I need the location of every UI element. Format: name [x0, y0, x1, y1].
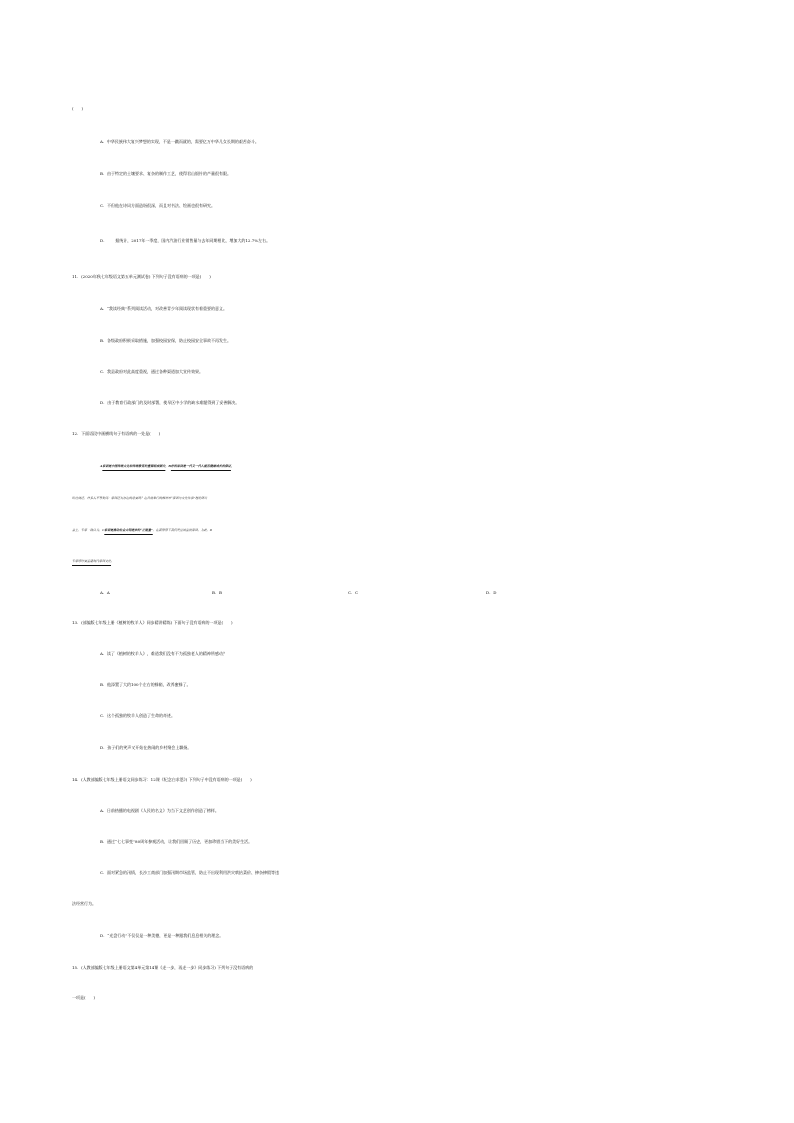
q10-option-a: A．中华民族伟大复兴梦想的实现，不是一蹴而就的，需要亿万中华儿女长期的艰苦奋斗。: [100, 139, 259, 144]
q10-option-d: D． 据统计，2017年一季度，国内汽油行业销售量与去年同期相比，增加大约12.7%左右。: [100, 238, 271, 243]
q12-passage-text: 会上，专家一致认为，C: [72, 528, 105, 532]
q12-passage-line-4: [72, 553, 730, 569]
q14-option-d: D．“光盘行动”不仅仅是一种美德，更是一种跟我们息息相关的理念。: [100, 933, 224, 938]
q12-passage-punct: 。: [111, 559, 115, 563]
q14-option-c: C．面对紧急的汛情，长沙工商部门加强汛期市场监管，防止不出现利用洪灾哄抬菜价、掺杂掺假等违: [100, 870, 280, 875]
q12-option-b: B．B: [212, 590, 222, 595]
q12-underline-b: 好的家训是一代又一代人能否健康成长的保证: [170, 464, 231, 468]
q12-option-a: A．A: [100, 590, 110, 595]
q13-option-d: D．孩子们的笑声又开始在热闹的乡村聚会上飘扬。: [100, 745, 192, 750]
q11-stem: 11．(2020年秋七年级语文第五单元测试卷) 下列句子没有语病的一项是( ): [72, 274, 211, 279]
q12-underline-a: 家训是中国传统文化和传统教育的重要组成部分: [102, 464, 166, 468]
q14-stem: 14．(人教部编版七年级上册语文同步练习：12课《纪念白求恩》) 下列句子中没有语病的一项是( ): [72, 777, 252, 782]
q12-passage-line-2: 时过境迁，许多人不禁发问：家训还有存在的必要吗？在日前举行的郴州市“家训与文化传承”理论研讨: [72, 496, 208, 500]
q12-underline-d: 专家呼吁要重建现代家训文化: [72, 559, 112, 563]
q11-option-a: A．“我读经典”系列阅读活动，对改善青少年阅读现状有着重要的意义。: [100, 306, 227, 311]
q13-option-c: C．这个孤独的牧羊人创造了生命的奇迹。: [100, 713, 176, 718]
q10-option-b: B．由于特定的土壤要求、复杂的制作工艺，使得君山银针的产量很有限。: [100, 171, 231, 176]
q15-stem-continued: 一项是( ): [72, 995, 96, 1000]
q15-stem: 15．(人教部编版七年级上册语文第4单元第14课《走一步，再走一步》同步练习) 下列句子没有语病的: [72, 965, 254, 970]
q13-option-b: B．他添置了大约100个左右的蜂箱，改养蜜蜂了。: [100, 682, 191, 687]
q11-option-b: B．各级政府积极采取措施，加强校园安保，防止校园安全事故不再发生。: [100, 338, 231, 343]
q12-option-c: C．C: [348, 590, 359, 595]
q12-passage-punct: ，: [230, 464, 234, 468]
q14-option-a: A．日前热播的电视剧《人民的名义》为当下文艺创作创造了榜样。: [100, 808, 219, 813]
q12-passage-line-1: [100, 458, 730, 474]
q12-underline-c: 家训是推动社会文明进步的“正能量”: [104, 528, 153, 532]
q12-label-b: ，B: [165, 464, 171, 468]
q11-option-c: C．我县政府对此高度重视，通过各种渠道加大宣传效果。: [100, 369, 204, 374]
q12-options-row: [0, 585, 730, 601]
q10-option-c: C．不但他在诗词方面造诣很深，而且对书法、绘画也很有研究。: [100, 203, 216, 208]
q10-answer-paren: ( ): [72, 106, 84, 111]
q12-passage-line-3: [72, 522, 730, 538]
q12-passage-text: ，在新形势下我们更应该重视家训。为此，D: [152, 528, 213, 532]
q14-option-b: B．通过“七七事变”80周年参观活动，让我们回顾了历史，更加珍惜当下的美好生活。: [100, 839, 253, 844]
q13-option-a: A．读了《植树的牧羊人》，难道我们没有不为孤独老人的精神所感动？: [100, 651, 227, 656]
q12-stem: 12．下面语段中画横线句子有语病的一处是( ): [72, 431, 161, 436]
q11-option-d: D．由于教育行政部门的及时部署，使旱区中小学的缺水难题得到了妥善解决。: [100, 400, 240, 405]
q12-label-a: A: [100, 464, 103, 468]
q12-option-d: D．D: [486, 590, 497, 595]
q14-option-c-continued: 法经营行为。: [72, 901, 96, 906]
q13-stem: 13．(部编版七年级上册《植树的牧羊人》同步精讲精练) 下面句子没有语病的一项是( ): [72, 620, 233, 625]
